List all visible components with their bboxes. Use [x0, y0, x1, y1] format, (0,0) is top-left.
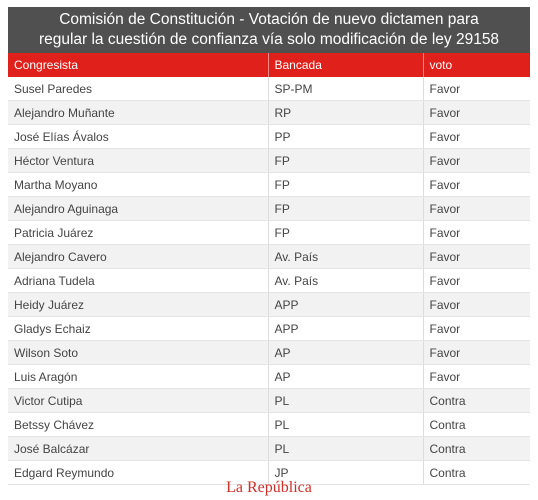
- table-row: [8, 197, 530, 221]
- cell-voto: Favor: [423, 341, 530, 365]
- cell-congresista: Susel Paredes: [8, 77, 268, 101]
- cell-voto: Favor: [423, 221, 530, 245]
- cell-voto: Contra: [423, 461, 530, 485]
- column-header-congresista: Congresista: [8, 53, 268, 77]
- table-row: [8, 269, 530, 293]
- cell-congresista: Luis Aragón: [8, 365, 268, 389]
- cell-voto: Favor: [423, 245, 530, 269]
- cell-congresista: Alejandro Aguinaga: [8, 197, 268, 221]
- cell-voto: Favor: [423, 293, 530, 317]
- cell-voto: Favor: [423, 197, 530, 221]
- cell-voto: Favor: [423, 77, 530, 101]
- table-row: [8, 389, 530, 413]
- cell-bancada: FP: [268, 149, 423, 173]
- cell-bancada: PL: [268, 437, 423, 461]
- cell-congresista: Victor Cutipa: [8, 389, 268, 413]
- table-row: [8, 149, 530, 173]
- cell-bancada: APP: [268, 317, 423, 341]
- brand-logo-text: La República: [226, 479, 312, 496]
- cell-bancada: AP: [268, 341, 423, 365]
- cell-bancada: PL: [268, 413, 423, 437]
- table-row: [8, 221, 530, 245]
- cell-congresista: José Elías Ávalos: [8, 125, 268, 149]
- title-line-1: Comisión de Constitución - Votación de nuevo dictamen para: [59, 11, 479, 28]
- cell-bancada: PL: [268, 389, 423, 413]
- cell-bancada: RP: [268, 101, 423, 125]
- table-row: [8, 173, 530, 197]
- cell-congresista: Martha Moyano: [8, 173, 268, 197]
- cell-bancada: PP: [268, 125, 423, 149]
- table-row: [8, 341, 530, 365]
- table-row: [8, 293, 530, 317]
- cell-voto: Favor: [423, 365, 530, 389]
- cell-bancada: Av. País: [268, 245, 423, 269]
- cell-congresista: Heidy Juárez: [8, 293, 268, 317]
- votes-table: [8, 53, 530, 485]
- cell-congresista: Alejandro Cavero: [8, 245, 268, 269]
- table-row: [8, 245, 530, 269]
- header-row: [8, 53, 530, 77]
- cell-bancada: Av. País: [268, 269, 423, 293]
- cell-congresista: José Balcázar: [8, 437, 268, 461]
- cell-bancada: SP-PM: [268, 77, 423, 101]
- cell-bancada: JP: [268, 461, 423, 485]
- column-header-voto: voto: [423, 53, 530, 77]
- cell-congresista: Patricia Juárez: [8, 221, 268, 245]
- cell-voto: Favor: [423, 149, 530, 173]
- column-header-bancada: Bancada: [268, 53, 423, 77]
- cell-congresista: Betssy Chávez: [8, 413, 268, 437]
- cell-congresista: Alejandro Muñante: [8, 101, 268, 125]
- cell-bancada: FP: [268, 197, 423, 221]
- cell-voto: Favor: [423, 173, 530, 197]
- table-row: [8, 317, 530, 341]
- cell-voto: Favor: [423, 269, 530, 293]
- cell-congresista: Wilson Soto: [8, 341, 268, 365]
- table-row: [8, 125, 530, 149]
- cell-congresista: Adriana Tudela: [8, 269, 268, 293]
- cell-voto: Contra: [423, 437, 530, 461]
- table-row: [8, 365, 530, 389]
- cell-voto: Contra: [423, 389, 530, 413]
- table-row: [8, 77, 530, 101]
- table-title: [8, 7, 530, 53]
- cell-bancada: FP: [268, 221, 423, 245]
- cell-bancada: AP: [268, 365, 423, 389]
- table-row: [8, 101, 530, 125]
- cell-voto: Favor: [423, 317, 530, 341]
- table-row: [8, 413, 530, 437]
- table-row: [8, 437, 530, 461]
- cell-voto: Favor: [423, 125, 530, 149]
- cell-bancada: APP: [268, 293, 423, 317]
- cell-congresista: Héctor Ventura: [8, 149, 268, 173]
- cell-voto: Favor: [423, 101, 530, 125]
- cell-congresista: Gladys Echaiz: [8, 317, 268, 341]
- cell-bancada: FP: [268, 173, 423, 197]
- cell-voto: Contra: [423, 413, 530, 437]
- cell-congresista: Edgard Reymundo: [8, 461, 268, 485]
- title-line-2: regular la cuestión de confianza vía solo modificación de ley 29158: [38, 31, 500, 48]
